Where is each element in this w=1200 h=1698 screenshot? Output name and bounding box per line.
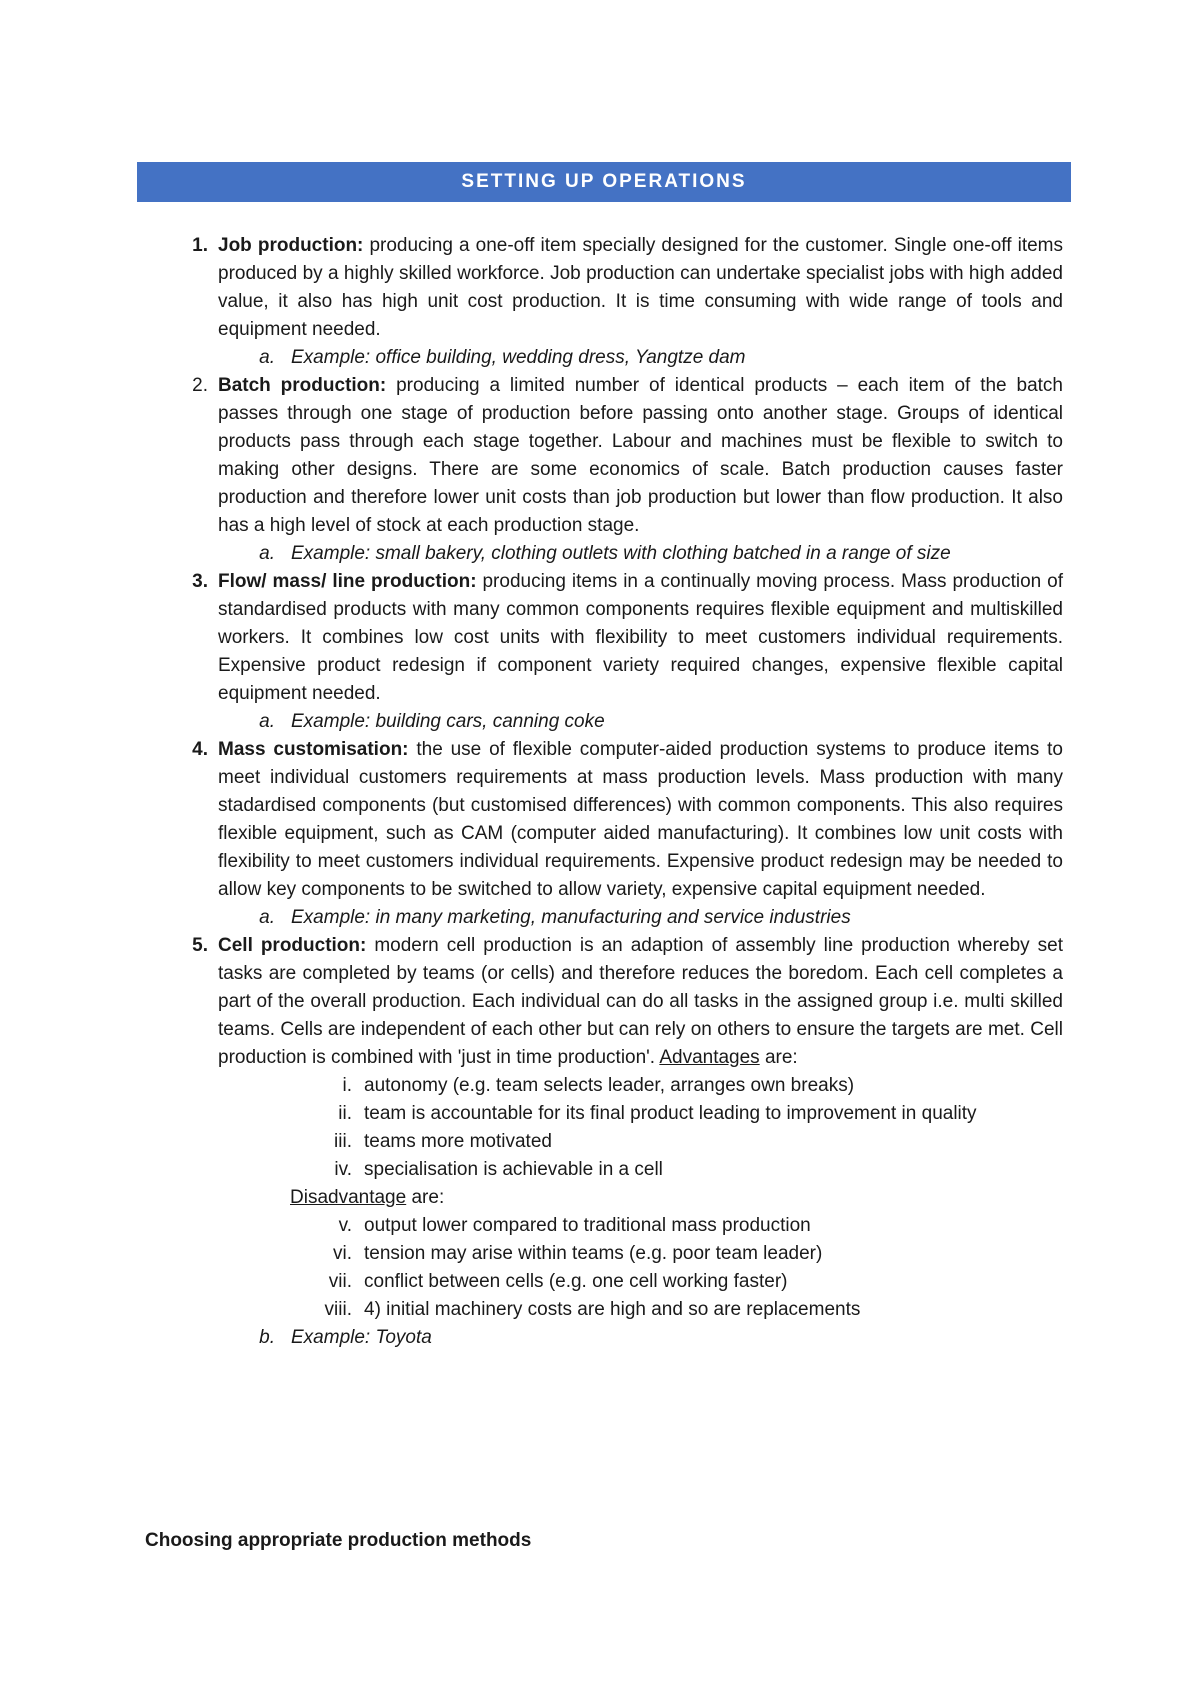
disadvantage-label: Disadvantage — [290, 1187, 407, 1208]
item-term: Mass customisation: — [218, 739, 409, 760]
example-line — [259, 1324, 1200, 1352]
roman-marker: i. — [342, 1075, 352, 1096]
list-number: 4. — [192, 739, 208, 760]
advantage-item — [334, 1128, 1200, 1156]
example-line — [259, 708, 1200, 736]
item-term: Flow/ mass/ line production: — [218, 571, 477, 592]
item-term: Batch production: — [218, 375, 387, 396]
production-types-list — [0, 232, 1200, 1352]
disadvantage-text: tension may arise within teams (e.g. poor team leader) — [364, 1243, 823, 1264]
example-marker: a. — [259, 711, 275, 732]
advantage-text: autonomy (e.g. team selects leader, arranges own breaks) — [364, 1075, 855, 1096]
list-item — [192, 568, 1063, 708]
example-text: Example: in many marketing, manufacturing and service industries — [291, 907, 851, 928]
roman-marker: ii. — [338, 1103, 352, 1124]
list-number: 5. — [192, 935, 208, 956]
disadvantage-text: 4) initial machinery costs are high and so are replacements — [364, 1299, 861, 1320]
item-description: producing a limited number of identical products – each item of the batch passes through one stage of production before passing onto another stage. Groups of identical products pass through each stage together. Labour and machines must be flexible to switch to making other designs. There are some economics of scale. Batch production causes faster production and therefore lower unit costs than job production but lower than flow production. It also has a high level of stock at each production stage. — [218, 375, 1063, 536]
list-item — [192, 232, 1063, 344]
list-number: 3. — [192, 571, 208, 592]
advantage-text: team is accountable for its final product leading to improvement in quality — [364, 1103, 977, 1124]
list-item — [192, 372, 1063, 540]
disadvantage-text: conflict between cells (e.g. one cell working faster) — [364, 1271, 788, 1292]
advantage-text: specialisation is achievable in a cell — [364, 1159, 663, 1180]
example-text: Example: Toyota — [291, 1327, 432, 1348]
example-marker: a. — [259, 347, 275, 368]
advantages-label: Advantages — [659, 1047, 760, 1068]
section-banner — [137, 162, 1071, 202]
example-line — [259, 904, 1200, 932]
banner-title: SETTING UP OPERATIONS — [461, 171, 747, 192]
item-description: the use of flexible computer-aided production systems to produce items to meet individual customers requirements at mass production levels. Mass production with many stadardised components (but customised differences) with common components. This also requires flexible equipment, such as CAM (computer aided manufacturing). It combines low unit costs with flexibility to meet customers individual requirements. Expensive product redesign may be needed to allow key components to be switched to allow variety, expensive capital equipment needed. — [218, 739, 1063, 900]
item-description: producing items in a continually moving process. Mass production of standardised products with many common components requires flexible equipment and multiskilled workers. It combines low cost units with flexibility to meet customers individual requirements. Expensive product redesign if component variety required changes, expensive flexible capital equipment needed. — [218, 571, 1063, 704]
roman-marker: v. — [338, 1215, 352, 1236]
roman-marker: iv. — [334, 1159, 352, 1180]
list-item — [192, 736, 1063, 904]
disadvantage-suffix: are: — [406, 1187, 445, 1208]
advantage-item — [334, 1156, 1200, 1184]
disadvantage-text: output lower compared to traditional mass production — [364, 1215, 811, 1236]
disadvantage-item — [338, 1212, 1200, 1240]
item-term: Cell production: — [218, 935, 367, 956]
advantage-text: teams more motivated — [364, 1131, 552, 1152]
disadvantage-item — [328, 1268, 1200, 1296]
roman-marker: iii. — [334, 1131, 352, 1152]
example-text: Example: building cars, canning coke — [291, 711, 605, 732]
roman-marker: vii. — [328, 1271, 352, 1292]
example-text: Example: small bakery, clothing outlets with clothing batched in a range of size — [291, 543, 951, 564]
roman-marker: vi. — [333, 1243, 352, 1264]
example-marker: a. — [259, 543, 275, 564]
item-description: producing a one-off item specially designed for the customer. Single one-off items produced by a highly skilled workforce. Job production can undertake specialist jobs with high added value, it also has high unit cost production. It is time consuming with wide range of tools and equipment needed. — [218, 235, 1063, 340]
disadvantage-heading — [290, 1184, 1200, 1212]
roman-marker: viii. — [324, 1299, 352, 1320]
example-marker: a. — [259, 907, 275, 928]
example-line — [259, 540, 1200, 568]
list-number: 2. — [192, 375, 208, 396]
section-heading: Choosing appropriate production methods — [145, 1530, 532, 1551]
example-marker: b. — [259, 1327, 275, 1348]
list-number: 1. — [192, 235, 208, 256]
advantages-suffix: are: — [759, 1047, 798, 1068]
list-item — [192, 932, 1064, 1072]
item-term: Job production: — [218, 235, 364, 256]
example-line — [259, 344, 1200, 372]
item-description: modern cell production is an adaption of assembly line production whereby set tasks are completed by teams (or cells) and therefore reduces the boredom. Each cell completes a part of the overall production. Each individual can do all tasks in the assigned group i.e. multi skilled teams. Cells are independent of each other but can rely on others to ensure the targets are met. Cell production is combined with 'just in time production'. — [218, 935, 1064, 1068]
disadvantage-item — [324, 1296, 1200, 1324]
advantage-item — [338, 1100, 1200, 1128]
advantage-item — [342, 1072, 1200, 1100]
disadvantage-item — [333, 1240, 1200, 1268]
example-text: Example: office building, wedding dress, Yangtze dam — [291, 347, 746, 368]
